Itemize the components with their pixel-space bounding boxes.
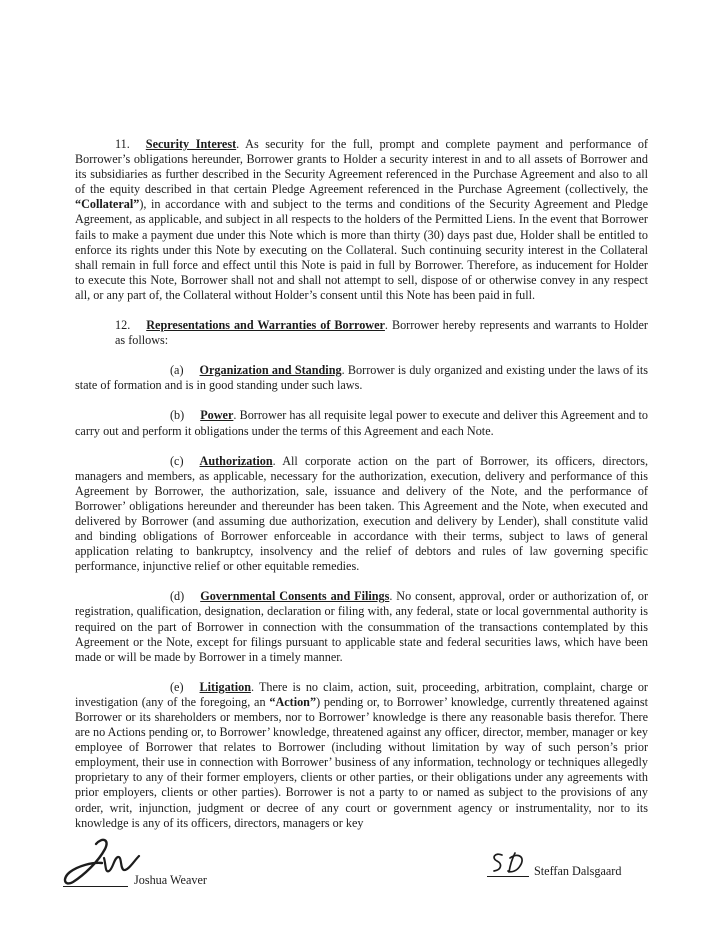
section-text: . Borrower hereby represents and warrants to Holder as follows: [115,318,648,348]
signatory-name: Joshua Weaver [134,873,207,887]
subsection-text: . There is no claim, action, suit, proceeding, arbitration, complaint, charge or investigation (any of the foregoing, an [75,679,648,709]
section-text: . As security for the full, prompt and complete payment and performance of Borrower’s obligations hereunder, Borrower grants to Holder a security interest in and to all assets of Borrower and its subsidiaries as further described in the Security Agreement referenced in the Purchase Agreement and also to all of the equity described in that certain Pledge Agreement referenced in the Purchase Agreement (collectively, the [75,137,648,197]
subsection-label: (d) [170,589,185,604]
signatory-name: Steffan Dalsgaard [534,864,622,878]
subsection-text: . No consent, approval, order or authorization of, or registration, qualification, designation, declaration or filing with, any federal, state or local governmental authority is required on the part of Borrower in connection with the consummation of the transactions contemplated by this Agreement or the Note, except for filings pursuant to applicable state and federal securities laws, which have been made or will be made by Borrower in a timely manner. [75,589,649,664]
section-heading: Security Interest [145,137,237,151]
section-number: 11. [115,137,130,151]
signature-line [63,886,128,887]
subsection-text: ) pending or, to Borrower’ knowledge, currently threatened against Borrower or its shareholders or members, nor to Borrower’ knowledge is there any reasonable basis therefor. There are no Actions pending or, to Borrower’ knowledge, threatened against any officer, director, member, manager or key employee of Borrower that relates to Borrower (including without limitation by way of such person’s prior employment, their use in connection with Borrower’ business of any information, technology or techniques allegedly proprietary to any of their former employers, clients or other parties, or their obligations under any agreements with prior employers, clients or other parties). Borrower is not a party to or named as subject to the provisions of any order, writ, injunction, judgment or decree of any court or government agency or instrumentality, nor to its knowledge is any of its officers, directors, managers or key [75,694,648,830]
subsection-c-paragraph [75,454,648,575]
subsection-heading: Power [200,408,234,423]
subsection-d-paragraph [75,589,648,664]
subsection-label: (a) [170,363,184,378]
subsection-text: . Borrower has all requisite legal power to execute and deliver this Agreement and to carry out and perform it obligations under the terms of this Agreement and each Note. [75,408,648,438]
subsection-heading: Litigation [199,679,251,694]
defined-term: “Collateral” [75,197,140,212]
subsection-text: . Borrower is duly organized and existing under the laws of its state of formation and is in good standing under such laws. [75,363,648,393]
section-text: ), in accordance with and subject to the terms and conditions of the Security Agreement and Pledge Agreement, as applicable, and subject in all respects to the holders of the Permitted Liens. In the event that Borrower fails to make a payment due under this Note which is more than thirty (30) days past due, Holder shall be entitled to enforce its rights under this Note by executing on the Collateral. Such continuing security interest in the Collateral shall remain in full force and effect until this Note is paid in full by Borrower. Therefore, as inducement for Holder to execute this Note, Borrower shall not and shall not attempt to sell, dispose of or otherwise convey in any respect all, or any part of, the Collateral without Holder’s consent until this Note has been paid in full. [75,197,648,302]
signature-block-steffan-dalsgaard [487,850,707,882]
subsection-a-paragraph [75,363,648,393]
subsection-label: (c) [170,453,184,468]
defined-term: “Action” [269,694,317,709]
subsection-e-paragraph [75,680,648,831]
subsection-label: (e) [170,679,184,694]
subsection-text: . All corporate action on the part of Borrower, its officers, directors, managers and members, as applicable, necessary for the authorization, execution, delivery and performance of this Agreement by Borrower, the authorization, sale, issuance and delivery of the Note, and the performance of Borrower’ obligations hereunder and thereunder has been taken. This Agreement and the Note, when executed and delivered by Borrower (and assuming due authorization, execution and delivery by Lender), shall constitute valid and binding obligations of Borrower enforceable in accordance with their terms, subject to laws of general application relating to bankruptcy, insolvency and the relief of debtors and rules of law governing specific performance, injunctive relief or other equitable remedies. [75,453,648,574]
signature-line [487,876,529,877]
subsection-heading: Organization and Standing [199,363,342,378]
section-number: 12. [115,318,131,333]
subsection-b-paragraph [75,408,648,438]
subsection-heading: Authorization [199,453,273,468]
joshua-weaver-handwritten-signature-icon [60,836,142,888]
subsection-heading: Governmental Consents and Filings [200,589,390,604]
document-body [75,137,648,846]
section-heading: Representations and Warranties of Borrower [146,318,385,333]
section-12-paragraph [115,318,648,348]
subsection-label: (b) [170,408,185,423]
steffan-dalsgaard-handwritten-signature-icon [488,850,534,876]
section-11-paragraph [75,137,648,303]
signature-block-joshua-weaver [60,836,380,892]
